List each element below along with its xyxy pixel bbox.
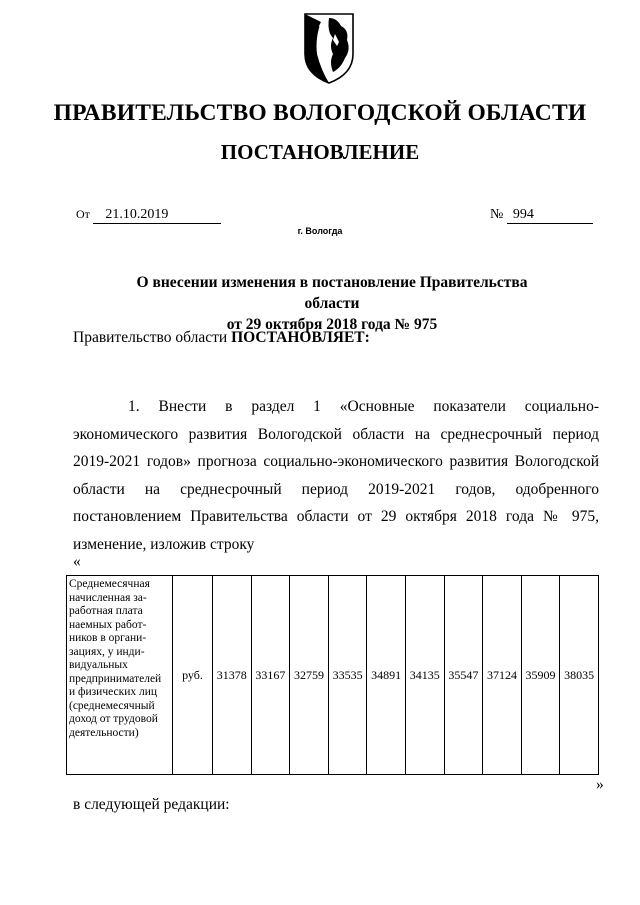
document-number [490,207,593,224]
value-cell: 33535 [328,576,367,775]
document-type: ПОСТАНОВЛЕНИЕ [220,140,420,164]
decree-prefix: Правительство области [73,329,232,346]
indicator-name-cell: Среднемесячная начисленная заработная плата наемных работников в организациях, у индивидуальных предпринимателей и физических лиц (среднемесячный доход от трудовой деятельности) [67,576,173,775]
after-table-text: в следующей редакции: [73,796,230,813]
city-name: г. Вологда [297,226,343,236]
coat-of-arms-emblem [299,10,359,86]
value-cell: 38035 [560,576,599,775]
open-quote: « [73,553,81,570]
value-cell: 32759 [290,576,329,775]
value-cell: 34891 [367,576,406,775]
value-cell: 35909 [521,576,560,775]
decree-statement [73,329,370,347]
value-cell: 34135 [405,576,444,775]
indicator-table [66,575,599,775]
date-prefix: От [76,207,90,221]
document-date [76,207,221,224]
value-cell: 37124 [483,576,522,775]
value-cell: 35547 [444,576,483,775]
table-row [67,576,599,775]
close-quote: » [596,776,604,793]
value-cell: 31378 [213,576,252,775]
body-paragraph: 1. Внести в раздел 1 «Основные показатели социально-экономического развития Вологодской области на среднесрочный период 2019-2021 годов» прогноза социально-экономического развития Вологодской области на среднесрочный период 2019-2021 годов, одобренного постановлением Правительства области от 29 октября 2018 года № 975, изменение, изложив строку [73,398,599,553]
organization-title: ПРАВИТЕЛЬСТВО ВОЛОГОДСКОЙ ОБЛАСТИ [53,100,587,126]
document-subject [110,272,554,335]
number-prefix: № [490,207,504,222]
number-value: 994 [507,207,593,224]
subject-line: О внесении изменения в постановление Правительства области [136,274,528,312]
unit-cell: руб. [173,576,213,775]
subject-line: от 29 октября 2018 года № 975 [226,316,438,333]
decree-keyword: ПОСТАНОВЛЯЕТ: [231,329,370,346]
date-value: 21.10.2019 [93,207,221,224]
value-cell: 33167 [251,576,290,775]
